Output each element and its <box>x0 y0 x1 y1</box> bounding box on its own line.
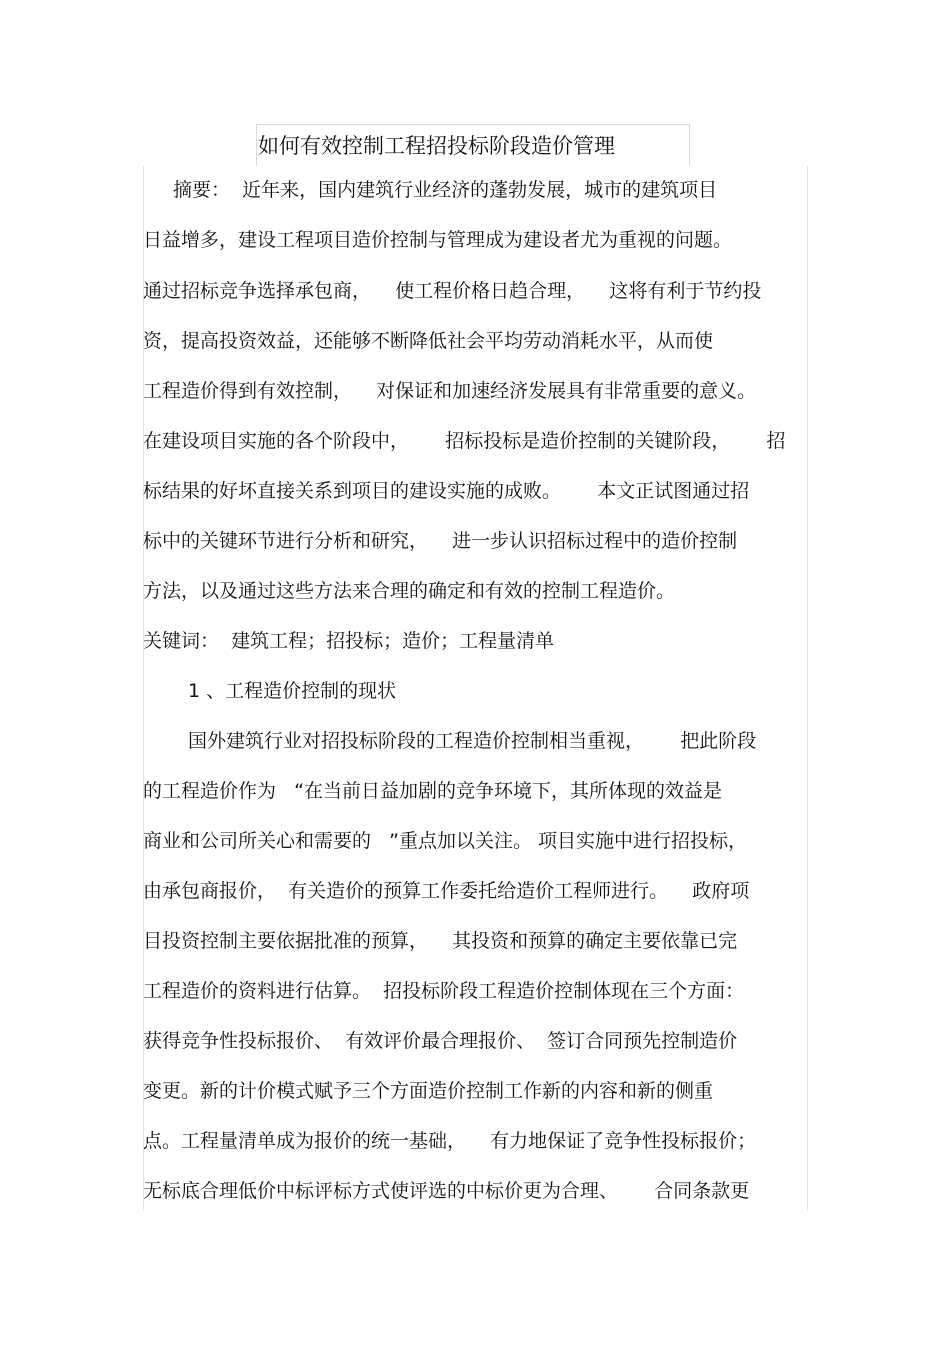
keywords-line: 关键词： 建筑工程；招投标；造价；工程量清单 <box>143 630 555 652</box>
abstract-line-8: 标中的关键环节进行分析和研究， 进一步认识招标过程中的造价控制 <box>143 530 738 552</box>
abstract-line-9: 方法，以及通过这些方法来合理的确定和有效的控制工程造价。 <box>143 580 676 602</box>
body-line-1: 国外建筑行业对招投标阶段的工程造价控制相当重视， 把此阶段 <box>188 730 757 752</box>
body-line-5: 目投资控制主要依据批准的预算， 其投资和预算的确定主要依靠已完 <box>143 930 738 952</box>
body-line-9: 点。工程量清单成为报价的统一基础， 有力地保证了竞争性投标报价； <box>143 1130 757 1152</box>
abstract-line-5: 工程造价得到有效控制， 对保证和加速经济发展具有非常重要的意义。 <box>143 380 757 402</box>
abstract-line-3: 通过招标竞争选择承包商， 使工程价格日趋合理， 这将有利于节约投 <box>143 280 762 302</box>
abstract-line-6: 在建设项目实施的各个阶段中， 招标投标是造价控制的关键阶段， 招 <box>143 430 786 452</box>
body-line-10: 无标底合理低价中标评标方式使评选的中标价更为合理、 合同条款更 <box>143 1180 750 1202</box>
body-line-7: 获得竞争性投标报价、 有效评价最合理报价、 签订合同预先控制造价 <box>143 1030 738 1052</box>
abstract-line-1: 摘要： 近年来，国内建筑行业经济的蓬勃发展，城市的建筑项目 <box>173 179 718 201</box>
abstract-line-2: 日益增多，建设工程项目造价控制与管理成为建设者尤为重视的问题。 <box>143 229 733 251</box>
body-line-3: 商业和公司所关心和需要的 ”重点加以关注。 项目实施中进行招投标， <box>143 830 748 852</box>
document-title: 如何有效控制工程招投标阶段造价管理 <box>258 134 615 158</box>
section-heading: 1 、工程造价控制的现状 <box>188 680 397 702</box>
abstract-line-7: 标结果的好坏直接关系到项目的建设实施的成败。 本文正试图通过招 <box>143 480 750 502</box>
abstract-line-4: 资，提高投资效益，还能够不断降低社会平均劳动消耗水平，从而使 <box>143 330 714 352</box>
body-line-8: 变更。新的计价模式赋予三个方面造价控制工作新的内容和新的侧重 <box>143 1080 714 1102</box>
body-line-4: 由承包商报价， 有关造价的预算工作委托给造价工程师进行。 政府项 <box>143 880 750 902</box>
body-line-6: 工程造价的资料进行估算。 招投标阶段工程造价控制体现在三个方面： <box>143 980 745 1002</box>
body-line-2: 的工程造价作为 “在当前日益加剧的竞争环境下，其所体现的效益是 <box>143 780 722 802</box>
